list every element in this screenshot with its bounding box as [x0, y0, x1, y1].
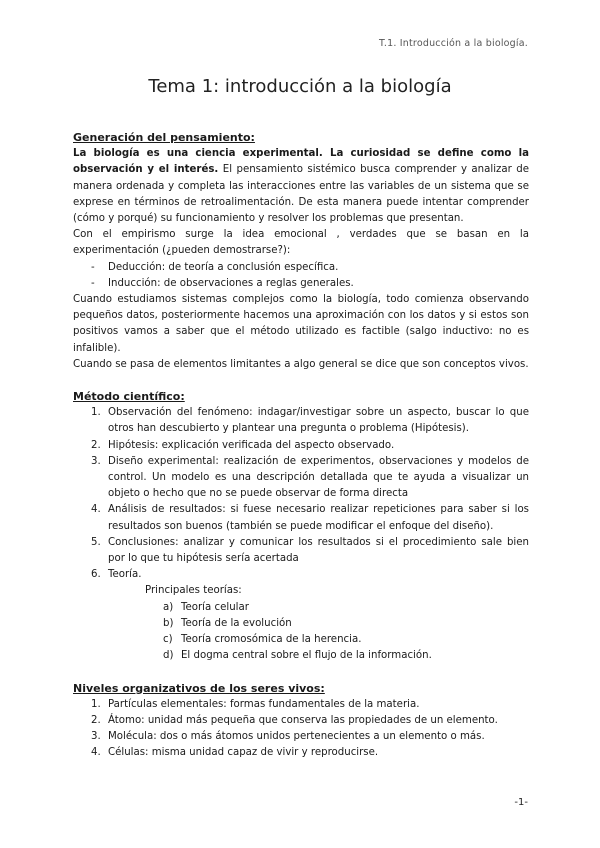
list-item: - Inducción: de observaciones a reglas generales. [91, 276, 529, 292]
item-number: 1. [91, 698, 101, 710]
page-number: -1- [514, 797, 528, 808]
item-text: Conclusiones: analizar y comunicar los resultados si el procedimiento sale bien por lo que tu hipótesis sería acertada [108, 536, 529, 565]
section-heading-pensamiento: Generación del pensamiento: [73, 131, 255, 144]
list-item [73, 502, 529, 534]
item-letter: c) [163, 634, 173, 646]
list-item [73, 454, 529, 503]
theories-label: Principales teorías: [145, 585, 242, 597]
dash-list [73, 260, 529, 292]
section-heading-metodo: Método científico: [73, 390, 185, 404]
section-heading-niveles: Niveles organizativos de los seres vivos: [73, 681, 325, 695]
item-number: 5. [91, 536, 101, 548]
paragraph: Cuando se pasa de elementos limitantes a algo general se dice que son conceptos vivos. [73, 358, 529, 370]
list-item [73, 729, 529, 745]
item-letter: d) [163, 650, 174, 662]
item-letter: a) [163, 601, 174, 613]
list-item: - Deducción: de teoría a conclusión específica. [91, 260, 529, 276]
lettered-list [73, 600, 529, 665]
item-number: 1. [91, 407, 101, 419]
list-item [73, 438, 529, 454]
item-number: 2. [91, 714, 101, 726]
item-number: 4. [91, 747, 101, 759]
item-text: Observación del fenómeno: indagar/investigar sobre un aspecto, buscar lo que otros han descubierto y plantear una pregunta o problema (Hipótesis). [108, 407, 529, 435]
list-item [73, 713, 529, 729]
item-text: Partículas elementales: formas fundamentales de la materia. [108, 698, 420, 710]
item-text: Hipótesis: explicación verificada del aspecto observado. [108, 439, 395, 451]
numbered-list [73, 697, 529, 762]
item-text: Teoría de la evolución [181, 617, 292, 629]
item-text: El dogma central sobre el flujo de la información. [181, 650, 432, 662]
running-header: T.1. Introducción a la biología. [379, 38, 528, 49]
list-item [73, 648, 529, 664]
item-letter: b) [163, 617, 174, 629]
item-text: Células: misma unidad capaz de vivir y reproducirse. [108, 747, 379, 759]
item-text: Análisis de resultados: si fuese necesario realizar repeticiones para saber si los resultados son buenos (también se puede modificar el enfoque del diseño). [108, 504, 529, 532]
list-item [73, 535, 529, 567]
item-text: Átomo: unidad más pequeña que conserva las propiedades de un elemento. [108, 714, 498, 726]
item-number: 4. [91, 504, 101, 516]
bold-intro: La biología es una ciencia experimental. La curiosidad se define como la observación y el interés. [73, 148, 529, 176]
list-item [73, 697, 529, 713]
paragraph: Cuando estudiamos sistemas complejos como la biología, todo comienza observando pequeños datos, posteriormente hacemos una aproximación con los datos y si estos son positivos vamos a saber que el método utilizado es factible (salgo inductivo: no es infalible). [73, 294, 529, 354]
document-body [73, 130, 529, 762]
list-item [73, 405, 529, 437]
paragraph: Con el empirismo surge la idea emocional , verdades que se basan en la experimentación (¿pueden demostrarse?): [73, 229, 529, 257]
item-text: Molécula: dos o más átomos unidos pertenecientes a un elemento o más. [108, 731, 485, 743]
item-text: Teoría celular [181, 601, 249, 613]
item-number: 3. [91, 455, 101, 467]
list-item [73, 600, 529, 616]
list-item [73, 616, 529, 632]
item-number: 3. [91, 731, 101, 743]
item-number: 6. [91, 569, 101, 581]
item-number: 2. [91, 439, 101, 451]
item-text: Teoría. [108, 569, 142, 581]
numbered-list [73, 405, 529, 583]
list-item [73, 567, 529, 583]
page-title: Tema 1: introducción a la biología [148, 76, 452, 97]
list-item [73, 745, 529, 761]
paragraph-text: El pensamiento sistémico busca comprender y analizar de manera ordenada y completa las interacciones entre las variables de un sistema que se exprese en términos de retroalimentación. De esta manera puede intentar comprender (cómo y porqué) su funcionamiento y resolver los problemas que presentan. [73, 164, 529, 225]
item-text: Diseño experimental: realización de experimentos, observaciones y modelos de control. Un modelo es una descripción detallada que te ayuda a visualizar un objeto o hecho que no se puede observar de forma directa [108, 455, 529, 500]
item-text: Teoría cromosómica de la herencia. [181, 634, 362, 646]
list-item [73, 632, 529, 648]
paragraph [73, 146, 529, 227]
